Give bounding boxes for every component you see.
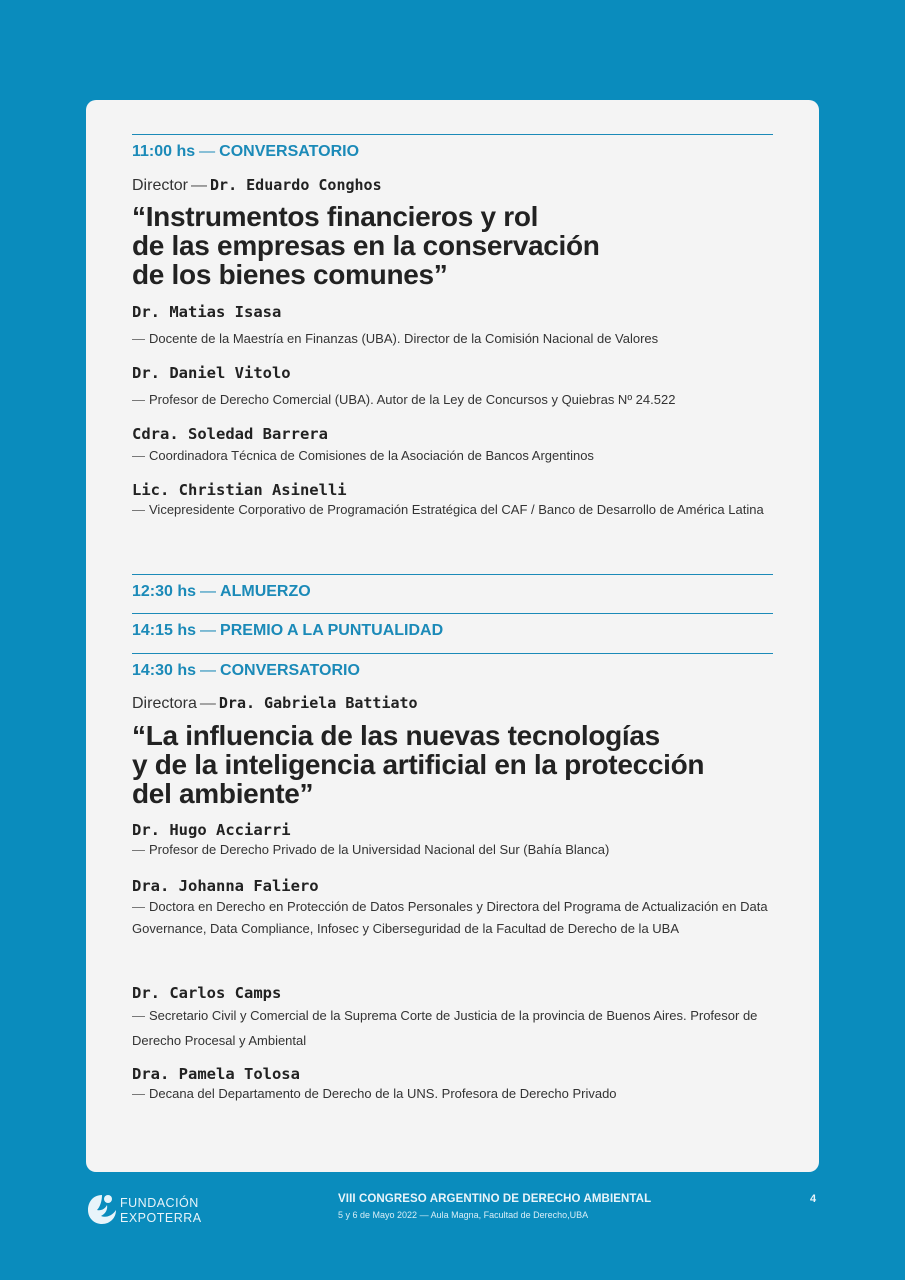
dash: — [132, 392, 145, 407]
talk-title [132, 721, 773, 808]
program-content [132, 134, 773, 1134]
dash: — [199, 695, 216, 712]
talk-title-line: de los bienes comunes” [132, 259, 448, 290]
dash: — [200, 583, 217, 600]
talk-title-line: “La influencia de las nuevas tecnologías [132, 720, 660, 751]
speaker-entry [132, 480, 773, 520]
dash: — [200, 662, 217, 679]
speaker-description [132, 1084, 773, 1104]
session-time: 12:30 hs [132, 583, 197, 600]
event-details [338, 1207, 758, 1223]
speaker-name: Dr. Daniel Vitolo [132, 364, 291, 382]
speaker-desc-text: Secretario Civil y Comercial de la Suprema Corte de Justicia de la provincia de Buenos Aires. Profesor de Derecho Procesal y Ambiental [132, 1008, 758, 1048]
dash: — [132, 448, 145, 463]
section-heading [132, 142, 773, 162]
speaker-name: Dr. Hugo Acciarri [132, 821, 291, 839]
logo-wordmark [120, 1196, 202, 1226]
session-time: 11:00 hs [132, 143, 196, 160]
dash: — [132, 1008, 145, 1023]
section-heading [132, 661, 773, 681]
dash: — [132, 331, 145, 346]
speaker-desc-text: Docente de la Maestría en Finanzas (UBA). Director de la Comisión Nacional de Valores [149, 331, 659, 346]
session-time: 14:15 hs [132, 622, 197, 639]
logo-line: EXPOTERRA [120, 1211, 202, 1225]
dash: — [132, 502, 145, 517]
program-card [86, 100, 819, 1172]
speaker-desc-text: Vicepresidente Corporativo de Programación Estratégica del CAF / Banco de Desarrollo de América Latina [149, 502, 764, 517]
logo-line: FUNDACIÓN [120, 1196, 199, 1210]
speaker-desc-text: Profesor de Derecho Comercial (UBA). Autor de la Ley de Concursos y Quiebras Nº 24.522 [149, 392, 676, 407]
footer-event-info [338, 1192, 758, 1223]
event-place: Aula Magna, Facultad de Derecho,UBA [430, 1210, 589, 1220]
section-divider [132, 574, 773, 575]
session-label: CONVERSATORIO [219, 143, 360, 160]
speaker-entry [132, 876, 773, 940]
dash: — [419, 1210, 429, 1220]
speaker-description [132, 1003, 773, 1053]
talk-title-line: de las empresas en la conservación [132, 230, 600, 261]
fundacion-expoterra-logo [86, 1192, 216, 1228]
section-divider [132, 653, 773, 654]
speaker-entry [132, 363, 773, 411]
session-label: CONVERSATORIO [220, 662, 360, 679]
session-time: 14:30 hs [132, 662, 197, 679]
section-divider [132, 613, 773, 614]
page-number: 4 [810, 1193, 817, 1205]
speaker-name: Lic. Christian Asinelli [132, 481, 347, 499]
section-divider [132, 134, 773, 135]
talk-title [132, 202, 773, 289]
event-title: VIII CONGRESO ARGENTINO DE DERECHO AMBIENTAL [338, 1193, 652, 1205]
speaker-name: Dra. Johanna Faliero [132, 877, 319, 895]
leaf-logo-icon [86, 1192, 118, 1226]
dash: — [132, 842, 145, 857]
event-date: 5 y 6 de Mayo 2022 [338, 1210, 418, 1220]
talk-title-line: y de la inteligencia artificial en la protección [132, 749, 705, 780]
speaker-description [132, 840, 773, 860]
talk-title-line: del ambiente” [132, 778, 314, 809]
speaker-description [132, 389, 773, 411]
director-name: Dra. Gabriela Battiato [218, 694, 418, 712]
section-heading [132, 582, 773, 602]
dash: — [199, 143, 216, 160]
dash: — [132, 1086, 145, 1101]
speaker-entry [132, 820, 773, 860]
speaker-entry [132, 983, 773, 1053]
dash: — [191, 177, 208, 194]
speaker-description [132, 896, 773, 940]
section-heading [132, 621, 773, 641]
dash: — [132, 899, 145, 914]
speaker-name: Cdra. Soledad Barrera [132, 425, 328, 443]
director-line [132, 693, 773, 714]
session-label: ALMUERZO [220, 583, 311, 600]
speaker-entry [132, 424, 773, 467]
speaker-name: Dr. Matias Isasa [132, 303, 282, 321]
speaker-desc-text: Doctora en Derecho en Protección de Datos Personales y Directora del Programa de Actualización en Data Governance, Data Compliance, Infosec y Ciberseguridad de la Facultad de Derecho de la UBA [132, 899, 768, 936]
speaker-desc-text: Coordinadora Técnica de Comisiones de la Asociación de Bancos Argentinos [149, 448, 594, 463]
speaker-entry [132, 302, 773, 350]
director-role: Director [132, 177, 189, 194]
director-role: Directora [132, 695, 197, 712]
speaker-name: Dr. Carlos Camps [132, 984, 282, 1002]
director-line [132, 175, 773, 196]
director-name: Dr. Eduardo Conghos [210, 176, 382, 194]
session-label: PREMIO A LA PUNTUALIDAD [220, 622, 444, 639]
speaker-desc-text: Profesor de Derecho Privado de la Universidad Nacional del Sur (Bahía Blanca) [149, 842, 610, 857]
speaker-description [132, 328, 773, 350]
dash: — [200, 622, 217, 639]
talk-title-line: “Instrumentos financieros y rol [132, 201, 539, 232]
speaker-entry [132, 1064, 773, 1104]
speaker-name: Dra. Pamela Tolosa [132, 1065, 300, 1083]
speaker-desc-text: Decana del Departamento de Derecho de la UNS. Profesora de Derecho Privado [149, 1086, 617, 1101]
speaker-description [132, 500, 773, 520]
speaker-description [132, 445, 773, 467]
